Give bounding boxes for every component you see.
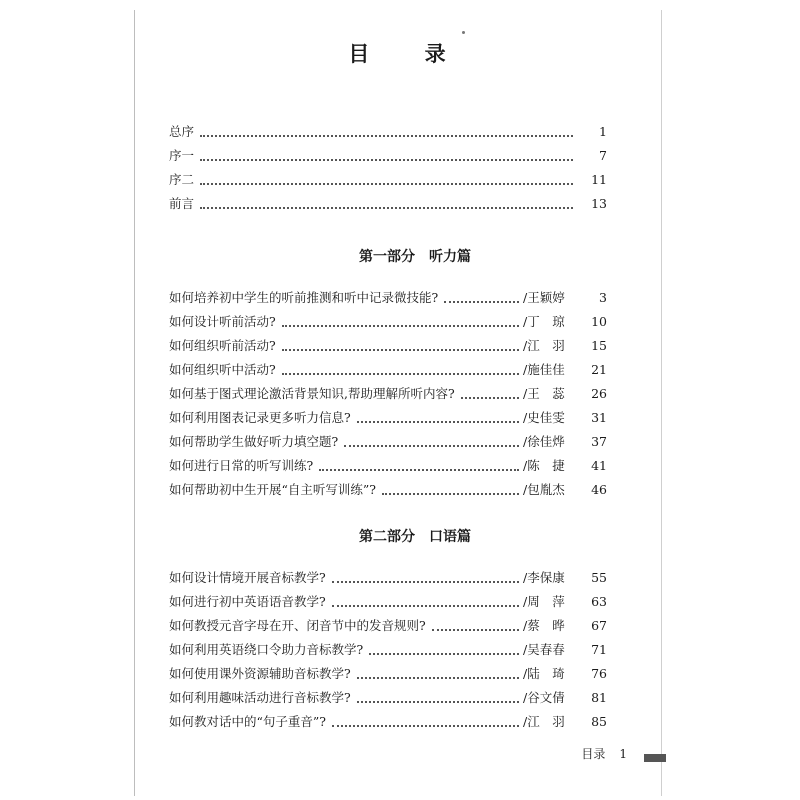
toc-page: 26 <box>591 386 607 401</box>
toc-title: 如何利用英语绕口令助力音标教学? <box>169 642 364 657</box>
toc-entry[interactable] <box>169 430 607 450</box>
toc-entry[interactable] <box>169 358 607 378</box>
toc-title: 如何帮助初中生开展“自主听写训练”? <box>169 482 376 497</box>
toc-entry[interactable] <box>169 686 607 706</box>
toc-author: /王颖婷 <box>523 290 565 305</box>
toc-entry[interactable] <box>169 286 607 306</box>
toc-page: 76 <box>591 666 607 681</box>
toc-page: 55 <box>591 570 607 585</box>
toc-entry[interactable] <box>169 566 607 586</box>
toc-author: /王 蕊 <box>523 386 565 401</box>
toc-title: 如何进行初中英语语音教学? <box>169 594 326 609</box>
toc-page: 67 <box>591 618 607 633</box>
toc-title: 如何组织听前活动? <box>169 338 276 353</box>
document-page <box>134 10 662 796</box>
dot-leader <box>200 135 573 137</box>
dot-leader <box>357 421 519 423</box>
toc-title: 如何教授元音字母在开、闭音节中的发音规则? <box>169 618 426 633</box>
toc-entry[interactable] <box>169 710 607 730</box>
dot-leader <box>200 159 573 161</box>
print-mark <box>462 31 465 34</box>
dot-leader <box>432 629 519 631</box>
toc-entry[interactable] <box>169 662 607 682</box>
toc-title: 如何进行日常的听写训练? <box>169 458 314 473</box>
dot-leader <box>357 701 519 703</box>
toc-title: 如何利用趣味活动进行音标教学? <box>169 690 351 705</box>
toc-author: /吴春春 <box>523 642 565 657</box>
toc-author: /江 羽 <box>523 338 565 353</box>
section-heading-listening: 第一部分 听力篇 <box>359 249 471 265</box>
footer-label: 目录 <box>581 747 606 761</box>
toc-title: 前言 <box>169 196 195 211</box>
dot-leader <box>200 207 573 209</box>
toc-author: /丁 琼 <box>523 314 565 329</box>
dot-leader <box>461 397 519 399</box>
toc-author: /周 萍 <box>523 594 565 609</box>
dot-leader <box>332 581 519 583</box>
toc-title: 序二 <box>169 172 195 187</box>
toc-author: /陈 捷 <box>523 458 565 473</box>
dot-leader <box>444 301 519 303</box>
toc-page: 31 <box>591 410 607 425</box>
toc-page: 63 <box>591 594 607 609</box>
toc-entry[interactable] <box>169 478 607 498</box>
toc-page: 15 <box>591 338 607 353</box>
toc-title: 如何设计情境开展音标教学? <box>169 570 326 585</box>
dot-leader <box>382 493 519 495</box>
footer-tab-marker <box>644 754 666 762</box>
toc-entry[interactable] <box>169 310 607 330</box>
toc-title: 如何组织听中活动? <box>169 362 276 377</box>
toc-author: /蔡 晔 <box>523 618 565 633</box>
toc-page: 85 <box>591 714 607 729</box>
page-footer <box>581 745 627 762</box>
dot-leader <box>332 605 519 607</box>
toc-page: 3 <box>599 290 607 305</box>
toc-title: 序一 <box>169 148 195 163</box>
toc-author: /李保康 <box>523 570 565 585</box>
dot-leader <box>282 373 519 375</box>
dot-leader <box>332 725 519 727</box>
toc-author: /包胤杰 <box>523 482 565 497</box>
toc-title: 总序 <box>169 124 195 139</box>
toc-page: 46 <box>591 482 607 497</box>
toc-front-row[interactable] <box>169 120 607 140</box>
dot-leader <box>344 445 519 447</box>
toc-author: /陆 琦 <box>523 666 565 681</box>
toc-title: 如何教对话中的“句子重音”? <box>169 714 326 729</box>
toc-front-row[interactable] <box>169 192 607 212</box>
dot-leader <box>200 183 573 185</box>
toc-page: 21 <box>591 362 607 377</box>
toc-title: 如何基于图式理论激活背景知识,帮助理解所听内容? <box>169 386 455 401</box>
toc-author: /徐佳烨 <box>523 434 565 449</box>
toc-page: 37 <box>591 434 607 449</box>
toc-entry[interactable] <box>169 614 607 634</box>
toc-entry[interactable] <box>169 406 607 426</box>
toc-title: 如何帮助学生做好听力填空题? <box>169 434 339 449</box>
toc-front-row[interactable] <box>169 144 607 164</box>
toc-entry[interactable] <box>169 590 607 610</box>
dot-leader <box>369 653 519 655</box>
toc-page: 10 <box>591 314 607 329</box>
toc-author: /江 羽 <box>523 714 565 729</box>
toc-page: 1 <box>599 124 607 139</box>
toc-title: 如何设计听前活动? <box>169 314 276 329</box>
dot-leader <box>357 677 519 679</box>
toc-page: 71 <box>591 642 607 657</box>
toc-author: /史佳雯 <box>523 410 565 425</box>
toc-title: 如何使用课外资源辅助音标教学? <box>169 666 351 681</box>
toc-title: 如何利用图表记录更多听力信息? <box>169 410 351 425</box>
toc-author: /施佳佳 <box>523 362 565 377</box>
section-heading-speaking: 第二部分 口语篇 <box>359 529 471 545</box>
toc-author: /谷文倩 <box>523 690 565 705</box>
toc-entry[interactable] <box>169 454 607 474</box>
toc-page: 13 <box>591 196 607 211</box>
toc-entry[interactable] <box>169 334 607 354</box>
dot-leader <box>282 325 519 327</box>
toc-page: 11 <box>591 172 607 187</box>
page-title: 目 录 <box>348 41 470 66</box>
toc-page: 81 <box>591 690 607 705</box>
dot-leader <box>282 349 519 351</box>
toc-page: 7 <box>599 148 607 163</box>
toc-entry[interactable] <box>169 638 607 658</box>
toc-entry[interactable] <box>169 382 607 402</box>
toc-page: 41 <box>591 458 607 473</box>
footer-page-number: 1 <box>619 746 627 761</box>
toc-front-row[interactable] <box>169 168 607 188</box>
dot-leader <box>319 469 519 471</box>
toc-title: 如何培养初中学生的听前推测和听中记录微技能? <box>169 290 439 305</box>
